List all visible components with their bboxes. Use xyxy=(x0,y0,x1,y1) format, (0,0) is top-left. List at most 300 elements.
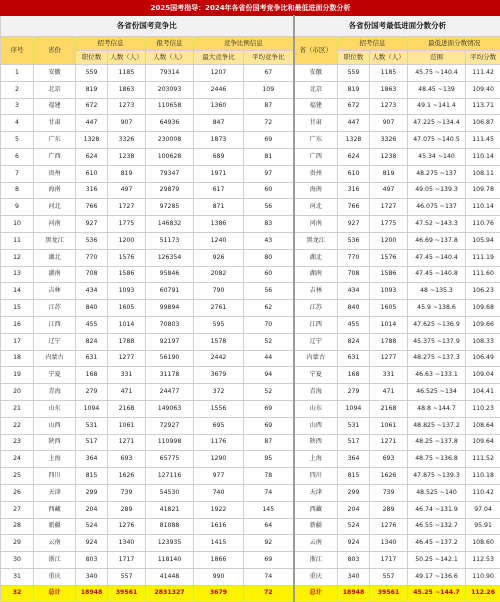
cell-positions: 364 xyxy=(76,451,108,468)
cell-max-ratio: 3679 xyxy=(194,367,244,384)
cell-people: 1276 xyxy=(108,518,146,535)
cell-r-avg: 110.18 xyxy=(466,468,500,485)
table-row xyxy=(1,249,500,266)
cell-r-range: 48 ~135.3 xyxy=(408,283,466,300)
cell-apply-people: 149063 xyxy=(146,400,194,417)
cell-apply-people: 31178 xyxy=(146,367,194,384)
cell-r-province: 湖南 xyxy=(294,266,338,283)
cell-r-range: 47.625 ~136.9 xyxy=(408,316,466,333)
cell-r-positions: 708 xyxy=(338,266,370,283)
cell-r-province: 新疆 xyxy=(294,518,338,535)
cell-people: 2168 xyxy=(108,400,146,417)
header-row-1 xyxy=(1,37,500,51)
cell-apply-people: 81088 xyxy=(146,518,194,535)
cell-max-ratio: 3679 xyxy=(194,585,244,601)
cell-r-range: 47.45 ~140.8 xyxy=(408,266,466,283)
table-row xyxy=(1,132,500,149)
cell-r-range: 48.25 ~137.8 xyxy=(408,434,466,451)
cell-r-province: 浙江 xyxy=(294,552,338,569)
cell-positions: 708 xyxy=(76,266,108,283)
cell-r-positions: 672 xyxy=(338,98,370,115)
cell-people: 1271 xyxy=(108,434,146,451)
cell-people: 3326 xyxy=(108,132,146,149)
cell-r-positions: 447 xyxy=(338,115,370,132)
cell-r-province: 福建 xyxy=(294,98,338,115)
cell-r-people: 907 xyxy=(370,115,408,132)
cell-max-ratio: 977 xyxy=(194,468,244,485)
cell-r-positions: 610 xyxy=(338,165,370,182)
cell-positions: 770 xyxy=(76,249,108,266)
cell-r-avg: 110.76 xyxy=(466,216,500,233)
cell-province: 云南 xyxy=(34,535,76,552)
cell-avg-ratio: 69 xyxy=(244,552,294,569)
cell-r-avg: 108.33 xyxy=(466,333,500,350)
cell-r-avg: 109.04 xyxy=(466,367,500,384)
cell-province: 辽宁 xyxy=(34,333,76,350)
cell-avg-ratio: 87 xyxy=(244,434,294,451)
cell-people: 1200 xyxy=(108,232,146,249)
cell-max-ratio: 1578 xyxy=(194,333,244,350)
cell-positions: 924 xyxy=(76,535,108,552)
header-r-recruit-info: 招考信息 xyxy=(338,37,408,51)
cell-avg-ratio: 52 xyxy=(244,333,294,350)
table-row xyxy=(1,232,500,249)
cell-avg-ratio: 52 xyxy=(244,384,294,401)
cell-people: 1863 xyxy=(108,81,146,98)
cell-max-ratio: 595 xyxy=(194,316,244,333)
cell-max-ratio: 2761 xyxy=(194,300,244,317)
cell-people: 1061 xyxy=(108,417,146,434)
cell-r-positions: 1328 xyxy=(338,132,370,149)
cell-max-ratio: 617 xyxy=(194,182,244,199)
table-row xyxy=(1,199,500,216)
cell-positions: 1328 xyxy=(76,132,108,149)
cell-r-avg: 108.64 xyxy=(466,417,500,434)
cell-r-range: 47.52 ~143.3 xyxy=(408,216,466,233)
header-max-ratio: 最大竞争比 xyxy=(194,51,244,65)
cell-r-people: 1576 xyxy=(370,249,408,266)
table-row xyxy=(1,468,500,485)
table-row xyxy=(1,384,500,401)
cell-apply-people: 24477 xyxy=(146,384,194,401)
cell-province: 总计 xyxy=(34,585,76,601)
cell-avg-ratio: 60 xyxy=(244,182,294,199)
cell-apply-people: 41821 xyxy=(146,501,194,518)
cell-seq: 3 xyxy=(1,98,34,115)
header-r-positions: 职位数 xyxy=(338,51,370,65)
cell-positions: 204 xyxy=(76,501,108,518)
cell-seq: 29 xyxy=(1,535,34,552)
cell-seq: 31 xyxy=(1,568,34,585)
cell-r-people: 1273 xyxy=(370,98,408,115)
cell-positions: 631 xyxy=(76,350,108,367)
cell-province: 天津 xyxy=(34,484,76,501)
cell-r-range: 45.375 ~137.9 xyxy=(408,333,466,350)
cell-apply-people: 65775 xyxy=(146,451,194,468)
cell-province: 吉林 xyxy=(34,283,76,300)
cell-apply-people: 29879 xyxy=(146,182,194,199)
cell-max-ratio: 1922 xyxy=(194,501,244,518)
cell-seq: 13 xyxy=(1,266,34,283)
cell-r-positions: 824 xyxy=(338,333,370,350)
cell-people: 1576 xyxy=(108,249,146,266)
table-row xyxy=(1,165,500,182)
cell-seq: 2 xyxy=(1,81,34,98)
cell-people: 907 xyxy=(108,115,146,132)
cell-r-range: 46.525 ~134 xyxy=(408,384,466,401)
cell-positions: 447 xyxy=(76,115,108,132)
cell-r-positions: 455 xyxy=(338,316,370,333)
cell-people: 557 xyxy=(108,568,146,585)
cell-positions: 18948 xyxy=(76,585,108,601)
cell-r-range: 46.69 ~137.8 xyxy=(408,232,466,249)
cell-people: 739 xyxy=(108,484,146,501)
table-row xyxy=(1,266,500,283)
cell-r-positions: 316 xyxy=(338,182,370,199)
cell-province: 海南 xyxy=(34,182,76,199)
cell-r-positions: 536 xyxy=(338,232,370,249)
table-row xyxy=(1,300,500,317)
cell-max-ratio: 689 xyxy=(194,148,244,165)
cell-people: 1185 xyxy=(108,65,146,82)
cell-max-ratio: 871 xyxy=(194,199,244,216)
cell-r-avg: 109.66 xyxy=(466,316,500,333)
cell-apply-people: 126354 xyxy=(146,249,194,266)
cell-people: 1586 xyxy=(108,266,146,283)
cell-avg-ratio: 97 xyxy=(244,165,294,182)
cell-r-avg: 110.14 xyxy=(466,148,500,165)
cell-r-province: 四川 xyxy=(294,468,338,485)
cell-r-avg: 110.14 xyxy=(466,199,500,216)
cell-r-range: 48.8 ~144.7 xyxy=(408,400,466,417)
cell-r-province: 湖北 xyxy=(294,249,338,266)
cell-r-range: 47.075 ~140.5 xyxy=(408,132,466,149)
cell-avg-ratio: 83 xyxy=(244,216,294,233)
cell-r-people: 2168 xyxy=(370,400,408,417)
cell-max-ratio: 1556 xyxy=(194,400,244,417)
cell-max-ratio: 1360 xyxy=(194,98,244,115)
cell-seq: 10 xyxy=(1,216,34,233)
cell-seq: 17 xyxy=(1,333,34,350)
cell-max-ratio: 790 xyxy=(194,283,244,300)
cell-seq: 19 xyxy=(1,367,34,384)
cell-apply-people: 99894 xyxy=(146,300,194,317)
table-row xyxy=(1,81,500,98)
table-row xyxy=(1,350,500,367)
cell-avg-ratio: 43 xyxy=(244,232,294,249)
cell-apply-people: 97285 xyxy=(146,199,194,216)
table-row xyxy=(1,568,500,585)
header-r-range: 范围 xyxy=(408,51,466,65)
cell-max-ratio: 1971 xyxy=(194,165,244,182)
cell-apply-people: 110658 xyxy=(146,98,194,115)
table-row xyxy=(1,65,500,82)
cell-r-range: 48.45 ~139 xyxy=(408,81,466,98)
header-people: 人数（人） xyxy=(108,51,146,65)
table-row xyxy=(1,98,500,115)
cell-apply-people: 41448 xyxy=(146,568,194,585)
cell-positions: 531 xyxy=(76,417,108,434)
cell-people: 1717 xyxy=(108,552,146,569)
table-row xyxy=(1,417,500,434)
cell-r-people: 331 xyxy=(370,367,408,384)
cell-r-province: 甘肃 xyxy=(294,115,338,132)
cell-province: 山东 xyxy=(34,400,76,417)
cell-seq: 20 xyxy=(1,384,34,401)
cell-r-positions: 524 xyxy=(338,518,370,535)
cell-r-province: 吉林 xyxy=(294,283,338,300)
table-row xyxy=(1,518,500,535)
cell-r-positions: 434 xyxy=(338,283,370,300)
cell-r-avg: 104.41 xyxy=(466,384,500,401)
cell-r-positions: 559 xyxy=(338,65,370,82)
cell-positions: 1094 xyxy=(76,400,108,417)
cell-positions: 316 xyxy=(76,182,108,199)
cell-r-avg: 95.91 xyxy=(466,518,500,535)
cell-r-people: 1014 xyxy=(370,316,408,333)
cell-r-province: 安徽 xyxy=(294,65,338,82)
cell-avg-ratio: 92 xyxy=(244,535,294,552)
cell-r-positions: 815 xyxy=(338,468,370,485)
cell-max-ratio: 1240 xyxy=(194,232,244,249)
cell-apply-people: 70803 xyxy=(146,316,194,333)
cell-positions: 824 xyxy=(76,333,108,350)
cell-r-avg: 111.42 xyxy=(466,65,500,82)
cell-r-positions: 340 xyxy=(338,568,370,585)
cell-r-positions: 819 xyxy=(338,81,370,98)
cell-apply-people: 72927 xyxy=(146,417,194,434)
cell-seq: 28 xyxy=(1,518,34,535)
cell-avg-ratio: 74 xyxy=(244,484,294,501)
cell-max-ratio: 1866 xyxy=(194,552,244,569)
cell-r-range: 46.63 ~133.1 xyxy=(408,367,466,384)
cell-people: 1788 xyxy=(108,333,146,350)
cell-r-province: 辽宁 xyxy=(294,333,338,350)
header-province: 省份 xyxy=(34,37,76,65)
cell-r-positions: 279 xyxy=(338,384,370,401)
header-r-province: 省（市区） xyxy=(294,37,338,65)
cell-apply-people: 56190 xyxy=(146,350,194,367)
cell-max-ratio: 2446 xyxy=(194,81,244,98)
cell-avg-ratio: 64 xyxy=(244,518,294,535)
cell-r-range: 46.075 ~137 xyxy=(408,199,466,216)
cell-r-province: 西藏 xyxy=(294,501,338,518)
cell-r-avg: 97.04 xyxy=(466,501,500,518)
cell-seq: 18 xyxy=(1,350,34,367)
cell-r-people: 1586 xyxy=(370,266,408,283)
cell-r-province: 宁夏 xyxy=(294,367,338,384)
cell-positions: 455 xyxy=(76,316,108,333)
cell-province: 四川 xyxy=(34,468,76,485)
cell-r-avg: 110.23 xyxy=(466,400,500,417)
cell-r-people: 1863 xyxy=(370,81,408,98)
cell-province: 上海 xyxy=(34,451,76,468)
cell-avg-ratio: 109 xyxy=(244,81,294,98)
cell-avg-ratio: 80 xyxy=(244,249,294,266)
cell-r-people: 557 xyxy=(370,568,408,585)
cell-apply-people: 64936 xyxy=(146,115,194,132)
cell-r-range: 48.75 ~136.8 xyxy=(408,451,466,468)
cell-r-avg: 111.52 xyxy=(466,451,500,468)
cell-r-province: 河北 xyxy=(294,199,338,216)
cell-avg-ratio: 74 xyxy=(244,568,294,585)
cell-r-people: 739 xyxy=(370,484,408,501)
cell-max-ratio: 2442 xyxy=(194,350,244,367)
cell-r-avg: 110.42 xyxy=(466,484,500,501)
header-r-score-info: 最低进面分数情况 xyxy=(408,37,500,51)
cell-r-positions: 840 xyxy=(338,300,370,317)
cell-people: 819 xyxy=(108,165,146,182)
cell-r-positions: 364 xyxy=(338,451,370,468)
cell-r-avg: 111.19 xyxy=(466,249,500,266)
cell-avg-ratio: 56 xyxy=(244,283,294,300)
table-row xyxy=(1,434,500,451)
cell-avg-ratio: 78 xyxy=(244,468,294,485)
cell-r-province: 河南 xyxy=(294,216,338,233)
cell-r-range: 48.275 ~137.3 xyxy=(408,350,466,367)
cell-r-province: 江苏 xyxy=(294,300,338,317)
table-row xyxy=(1,552,500,569)
cell-r-province: 山东 xyxy=(294,400,338,417)
cell-province: 陕西 xyxy=(34,434,76,451)
cell-max-ratio: 695 xyxy=(194,417,244,434)
cell-max-ratio: 847 xyxy=(194,115,244,132)
cell-positions: 559 xyxy=(76,65,108,82)
cell-avg-ratio: 145 xyxy=(244,501,294,518)
cell-apply-people: 2831327 xyxy=(146,585,194,601)
cell-max-ratio: 1873 xyxy=(194,132,244,149)
cell-r-avg: 106.49 xyxy=(466,350,500,367)
cell-r-province: 总计 xyxy=(294,585,338,601)
cell-r-province: 上海 xyxy=(294,451,338,468)
cell-r-province: 云南 xyxy=(294,535,338,552)
table-row xyxy=(1,182,500,199)
cell-seq: 9 xyxy=(1,199,34,216)
header-seq: 序号 xyxy=(1,37,34,65)
cell-r-positions: 803 xyxy=(338,552,370,569)
cell-people: 1626 xyxy=(108,468,146,485)
cell-r-province: 重庆 xyxy=(294,568,338,585)
cell-avg-ratio: 72 xyxy=(244,585,294,601)
cell-r-people: 1717 xyxy=(370,552,408,569)
cell-r-avg: 111.60 xyxy=(466,266,500,283)
cell-apply-people: 54530 xyxy=(146,484,194,501)
cell-max-ratio: 1616 xyxy=(194,518,244,535)
cell-r-positions: 18948 xyxy=(338,585,370,601)
cell-province: 北京 xyxy=(34,81,76,98)
cell-r-range: 48.825 ~137.2 xyxy=(408,417,466,434)
cell-r-people: 1277 xyxy=(370,350,408,367)
cell-seq: 30 xyxy=(1,552,34,569)
cell-r-province: 黑龙江 xyxy=(294,232,338,249)
cell-avg-ratio: 94 xyxy=(244,367,294,384)
cell-r-province: 贵州 xyxy=(294,165,338,182)
cell-province: 广西 xyxy=(34,148,76,165)
cell-apply-people: 51173 xyxy=(146,232,194,249)
table-row xyxy=(1,535,500,552)
cell-seq: 27 xyxy=(1,501,34,518)
cell-r-people: 1061 xyxy=(370,417,408,434)
cell-positions: 927 xyxy=(76,216,108,233)
cell-r-people: 1185 xyxy=(370,65,408,82)
cell-r-positions: 531 xyxy=(338,417,370,434)
cell-seq: 16 xyxy=(1,316,34,333)
cell-r-province: 山西 xyxy=(294,417,338,434)
cell-province: 河南 xyxy=(34,216,76,233)
cell-seq: 24 xyxy=(1,451,34,468)
header-recruit-info: 招考信息 xyxy=(76,37,146,51)
header-positions: 职位数 xyxy=(76,51,108,65)
cell-r-people: 1788 xyxy=(370,333,408,350)
cell-r-people: 497 xyxy=(370,182,408,199)
cell-province: 安徽 xyxy=(34,65,76,82)
cell-positions: 840 xyxy=(76,300,108,317)
cell-max-ratio: 2082 xyxy=(194,266,244,283)
cell-seq: 5 xyxy=(1,132,34,149)
cell-r-range: 49.05 ~139.3 xyxy=(408,182,466,199)
table-row xyxy=(1,316,500,333)
cell-apply-people: 230008 xyxy=(146,132,194,149)
cell-apply-people: 79347 xyxy=(146,165,194,182)
table-row xyxy=(1,283,500,300)
cell-r-people: 39561 xyxy=(370,585,408,601)
table-row xyxy=(1,148,500,165)
page-title: 2025国考指导：2024年各省份国考竞争比和最低进面分数分析 xyxy=(1,1,500,16)
cell-r-positions: 168 xyxy=(338,367,370,384)
cell-province: 湖南 xyxy=(34,266,76,283)
cell-people: 1093 xyxy=(108,283,146,300)
cell-province: 新疆 xyxy=(34,518,76,535)
cell-max-ratio: 926 xyxy=(194,249,244,266)
cell-r-range: 46.74 ~131.9 xyxy=(408,501,466,518)
cell-people: 289 xyxy=(108,501,146,518)
cell-max-ratio: 740 xyxy=(194,484,244,501)
cell-r-positions: 631 xyxy=(338,350,370,367)
cell-r-province: 海南 xyxy=(294,182,338,199)
cell-people: 1340 xyxy=(108,535,146,552)
cell-people: 1014 xyxy=(108,316,146,333)
table-row xyxy=(1,400,500,417)
cell-r-range: 46.45 ~137.2 xyxy=(408,535,466,552)
cell-r-range: 46.55 ~132.7 xyxy=(408,518,466,535)
cell-r-avg: 111.45 xyxy=(466,132,500,149)
cell-province: 河北 xyxy=(34,199,76,216)
cell-r-people: 1775 xyxy=(370,216,408,233)
cell-r-avg: 106.23 xyxy=(466,283,500,300)
cell-r-range: 47.45 ~140.4 xyxy=(408,249,466,266)
cell-r-positions: 766 xyxy=(338,199,370,216)
table-row xyxy=(1,333,500,350)
table-row xyxy=(1,484,500,501)
cell-positions: 803 xyxy=(76,552,108,569)
cell-positions: 524 xyxy=(76,518,108,535)
cell-seq: 15 xyxy=(1,300,34,317)
cell-seq: 8 xyxy=(1,182,34,199)
cell-r-people: 819 xyxy=(370,165,408,182)
cell-r-people: 471 xyxy=(370,384,408,401)
cell-apply-people: 146832 xyxy=(146,216,194,233)
cell-seq: 4 xyxy=(1,115,34,132)
cell-people: 1775 xyxy=(108,216,146,233)
header-row-2 xyxy=(1,51,500,65)
cell-r-positions: 770 xyxy=(338,249,370,266)
cell-people: 1273 xyxy=(108,98,146,115)
cell-r-people: 1727 xyxy=(370,199,408,216)
cell-r-people: 1271 xyxy=(370,434,408,451)
cell-r-avg: 109.64 xyxy=(466,434,500,451)
cell-max-ratio: 1290 xyxy=(194,451,244,468)
cell-avg-ratio: 67 xyxy=(244,65,294,82)
